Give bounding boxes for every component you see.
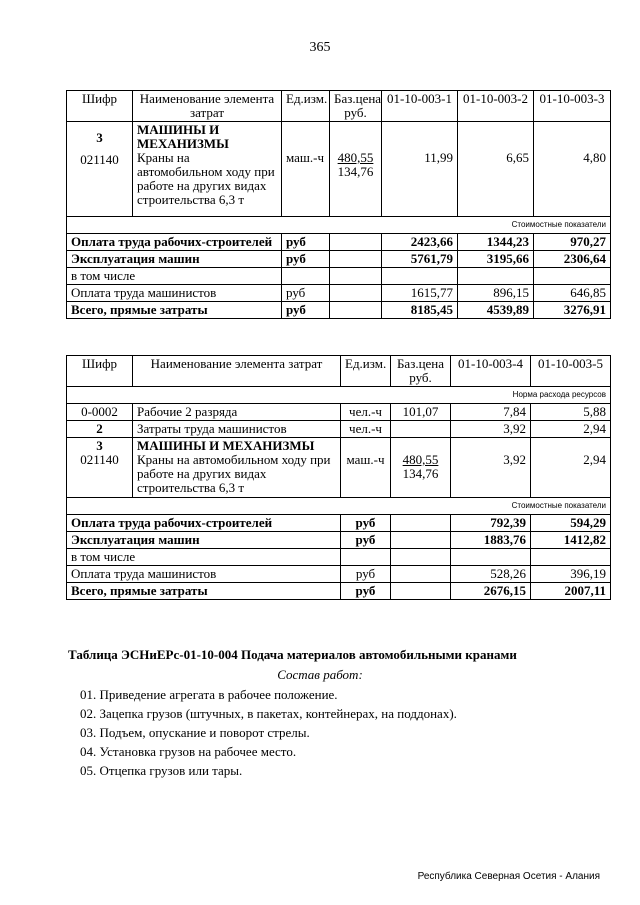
row-label: Эксплуатация машин <box>67 251 282 268</box>
item-price-2: 134,76 <box>402 466 439 481</box>
row-value: 792,39 <box>451 515 531 532</box>
header-col-5: 01-10-003-5 <box>531 356 611 387</box>
row-label: Оплата труда машинистов <box>67 285 282 302</box>
works-list <box>80 685 457 780</box>
row-value: 3,92 <box>451 421 531 438</box>
table-row <box>67 532 611 549</box>
table-row <box>67 268 611 285</box>
table-row <box>67 566 611 583</box>
estimate-table-2 <box>66 355 611 600</box>
table-row <box>67 583 611 600</box>
header-name: Наименование элемента затрат <box>133 91 282 122</box>
table-row <box>67 549 611 566</box>
header-col-1: 01-10-003-1 <box>382 91 458 122</box>
row-value: 1344,23 <box>458 234 534 251</box>
table-row <box>67 285 611 302</box>
row-price: 101,07 <box>391 404 451 421</box>
row-label: Оплата труда рабочих-строителей <box>67 234 282 251</box>
table-row <box>67 234 611 251</box>
item-name: Краны на автомобильном ходу при работе на других видах строительства 6,3 т <box>137 452 331 495</box>
cost-indicators-label: Стоимостные показатели <box>67 498 611 515</box>
section-name: МАШИНЫ И МЕХАНИЗМЫ <box>137 122 229 151</box>
table-row <box>67 122 611 217</box>
row-value: 2676,15 <box>451 583 531 600</box>
row-label: Оплата труда машинистов <box>67 566 341 583</box>
row-value: 528,26 <box>451 566 531 583</box>
row-value: 5,88 <box>531 404 611 421</box>
table-row <box>67 515 611 532</box>
header-price: Баз.цена руб. <box>330 91 382 122</box>
row-code: 0-0002 <box>67 404 133 421</box>
section-title: Таблица ЭСНиЕРс-01-10-004 Подача материалов автомобильными кранами <box>68 647 517 662</box>
row-unit: руб <box>341 515 391 532</box>
row-unit: руб <box>282 285 330 302</box>
footer-region: Республика Северная Осетия - Алания <box>417 871 600 882</box>
list-item: 04. Установка грузов на рабочее место. <box>80 744 297 759</box>
item-value: 6,65 <box>506 150 529 165</box>
row-value: 2306,64 <box>534 251 611 268</box>
item-value: 2,94 <box>583 452 606 467</box>
row-value: 2007,11 <box>531 583 611 600</box>
header-unit: Ед.изм. <box>282 91 330 122</box>
row-value: 8185,45 <box>382 302 458 319</box>
list-item: 05. Отцепка грузов или тары. <box>80 763 243 778</box>
table-row <box>67 404 611 421</box>
item-value: 3,92 <box>503 452 526 467</box>
page-number: 365 <box>309 40 331 55</box>
header-name: Наименование элемента затрат <box>133 356 341 387</box>
row-label: в том числе <box>67 268 282 285</box>
item-unit: маш.-ч <box>346 452 385 467</box>
row-unit: руб <box>341 566 391 583</box>
row-value: 1883,76 <box>451 532 531 549</box>
header-unit: Ед.изм. <box>341 356 391 387</box>
header-col-3: 01-10-003-3 <box>534 91 611 122</box>
row-unit: руб <box>282 234 330 251</box>
row-value: 1615,77 <box>382 285 458 302</box>
row-unit: руб <box>341 583 391 600</box>
row-label: Всего, прямые затраты <box>67 583 341 600</box>
row-value: 396,19 <box>531 566 611 583</box>
item-name: Краны на автомобильном ходу при работе на других видах строительства 6,3 т <box>137 150 275 207</box>
row-value: 646,85 <box>534 285 611 302</box>
item-value: 11,99 <box>424 150 453 165</box>
table-row <box>67 302 611 319</box>
table-row <box>67 251 611 268</box>
header-code: Шифр <box>67 356 133 387</box>
list-item: 01. Приведение агрегата в рабочее положение. <box>80 687 338 702</box>
row-label: Оплата труда рабочих-строителей <box>67 515 341 532</box>
header-price: Баз.цена руб. <box>391 356 451 387</box>
list-item: 03. Подъем, опускание и поворот стрелы. <box>80 725 310 740</box>
item-code: 021140 <box>80 152 119 167</box>
row-unit: чел.-ч <box>341 421 391 438</box>
row-unit: руб <box>282 251 330 268</box>
header-code: Шифр <box>67 91 133 122</box>
cost-indicators-label: Стоимостные показатели <box>67 217 611 234</box>
resource-norm-label: Норма расхода ресурсов <box>67 387 611 404</box>
row-value: 4539,89 <box>458 302 534 319</box>
row-code: 2 <box>67 421 133 438</box>
item-unit: маш.-ч <box>286 150 325 165</box>
section-code: 3 <box>96 130 103 145</box>
list-item: 02. Зацепка грузов (штучных, в пакетах, контейнерах, на поддонах). <box>80 706 457 721</box>
estimate-table-1 <box>66 90 611 319</box>
section-code: 3 <box>96 438 103 453</box>
item-price-1: 480,55 <box>402 452 439 467</box>
row-value: 3276,91 <box>534 302 611 319</box>
header-col-2: 01-10-003-2 <box>458 91 534 122</box>
row-label: Всего, прямые затраты <box>67 302 282 319</box>
row-value: 5761,79 <box>382 251 458 268</box>
section-name: МАШИНЫ И МЕХАНИЗМЫ <box>137 438 315 453</box>
row-value: 7,84 <box>451 404 531 421</box>
row-unit: руб <box>282 302 330 319</box>
table-row <box>67 421 611 438</box>
item-value: 4,80 <box>583 150 606 165</box>
table-row <box>67 438 611 498</box>
row-value: 1412,82 <box>531 532 611 549</box>
row-value: 2,94 <box>531 421 611 438</box>
item-price-1: 480,55 <box>337 150 374 165</box>
row-value: 896,15 <box>458 285 534 302</box>
row-price <box>391 421 451 438</box>
row-unit: чел.-ч <box>341 404 391 421</box>
row-label: Рабочие 2 разряда <box>133 404 341 421</box>
row-unit: руб <box>341 532 391 549</box>
row-value: 594,29 <box>531 515 611 532</box>
header-col-4: 01-10-003-4 <box>451 356 531 387</box>
row-value: 2423,66 <box>382 234 458 251</box>
section-subtitle: Состав работ: <box>277 667 363 682</box>
item-price-2: 134,76 <box>337 164 374 179</box>
row-label: Затраты труда машинистов <box>133 421 341 438</box>
row-value: 970,27 <box>534 234 611 251</box>
row-label: Эксплуатация машин <box>67 532 341 549</box>
row-label: в том числе <box>67 549 341 566</box>
item-code: 021140 <box>80 452 119 467</box>
row-value: 3195,66 <box>458 251 534 268</box>
